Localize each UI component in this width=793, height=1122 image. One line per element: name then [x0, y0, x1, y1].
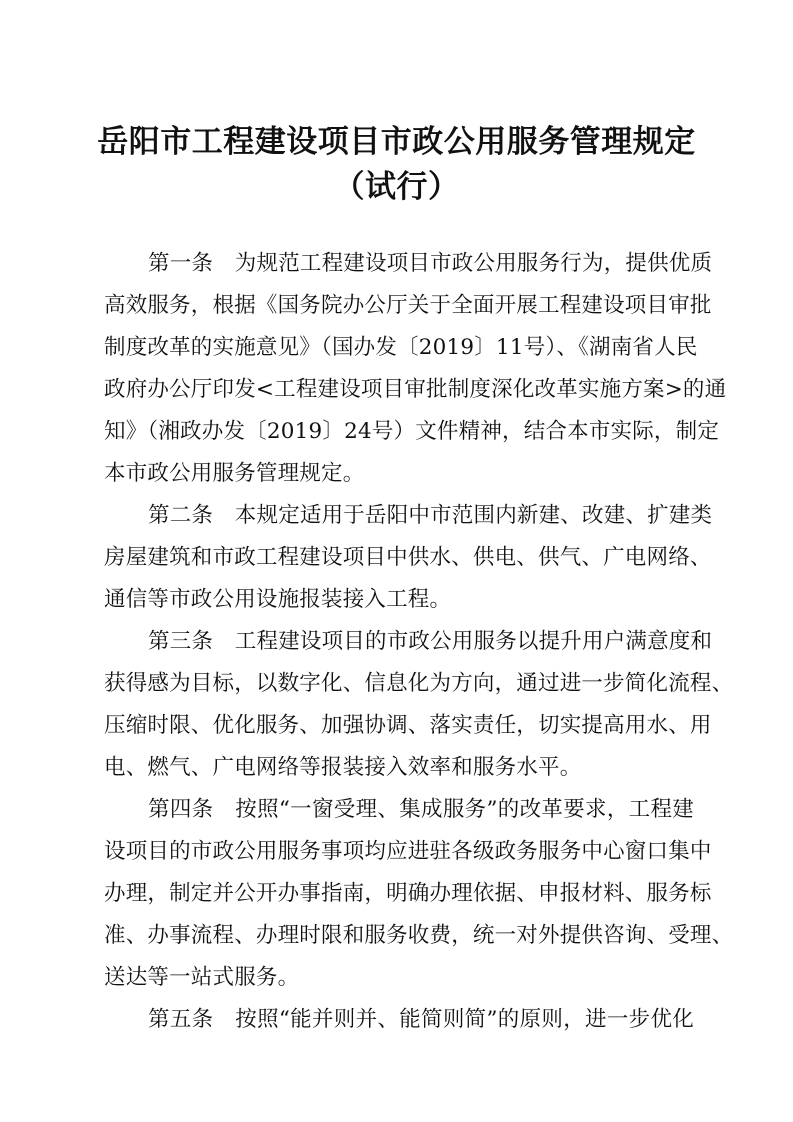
text-line-19: 第五条 按照“能并则并、能简则简”的原则，进一步优化 [148, 1007, 694, 1032]
text-line-15: 设项目的市政公用服务事项均应进驻各级政务服务中心窗口集中 [104, 839, 712, 864]
text-line-9: 通信等市政公用设施报装接入工程。 [104, 587, 452, 612]
text-line-4: 政府办公厅印发<工程建设项目审批制度深化改革实施方案>的通 [104, 377, 727, 402]
text-line-18: 送达等一站式服务。 [104, 965, 300, 990]
text-line-7: 第二条 本规定适用于岳阳中市范围内新建、改建、扩建类 [148, 503, 713, 528]
text-line-8: 房屋建筑和市政工程建设项目中供水、供电、供气、广电网络、 [104, 545, 712, 570]
document-subtitle: （试行） [333, 169, 460, 205]
text-line-11: 获得感为目标，以数字化、信息化为方向，通过进一步简化流程、 [104, 671, 734, 696]
text-line-2: 高效服务，根据《国务院办公厅关于全面开展工程建设项目审批 [104, 293, 712, 318]
text-line-1: 第一条 为规范工程建设项目市政公用服务行为，提供优质 [148, 251, 713, 276]
document-title: 岳阳市工程建设项目市政公用服务管理规定 [97, 124, 696, 160]
text-line-14: 第四条 按照“一窗受理、集成服务”的改革要求，工程建 [148, 797, 694, 822]
text-line-5: 知》（湘政办发〔2019〕24号）文件精神，结合本市实际，制定 [104, 419, 720, 444]
text-line-16: 办理，制定并公开办事指南，明确办理依据、申报材料、服务标 [104, 881, 712, 906]
text-line-12: 压缩时限、优化服务、加强协调、落实责任，切实提高用水、用 [104, 713, 712, 738]
text-line-13: 电、燃气、广电网络等报装接入效率和服务水平。 [104, 755, 582, 780]
text-line-6: 本市政公用服务管理规定。 [104, 461, 365, 486]
text-line-10: 第三条 工程建设项目的市政公用服务以提升用户满意度和 [148, 629, 713, 654]
text-line-17: 准、办事流程、办理时限和服务收费，统一对外提供咨询、受理、 [104, 923, 734, 948]
text-line-3: 制度改革的实施意见》（国办发〔2019〕11号）、《湖南省人民 [104, 335, 698, 360]
